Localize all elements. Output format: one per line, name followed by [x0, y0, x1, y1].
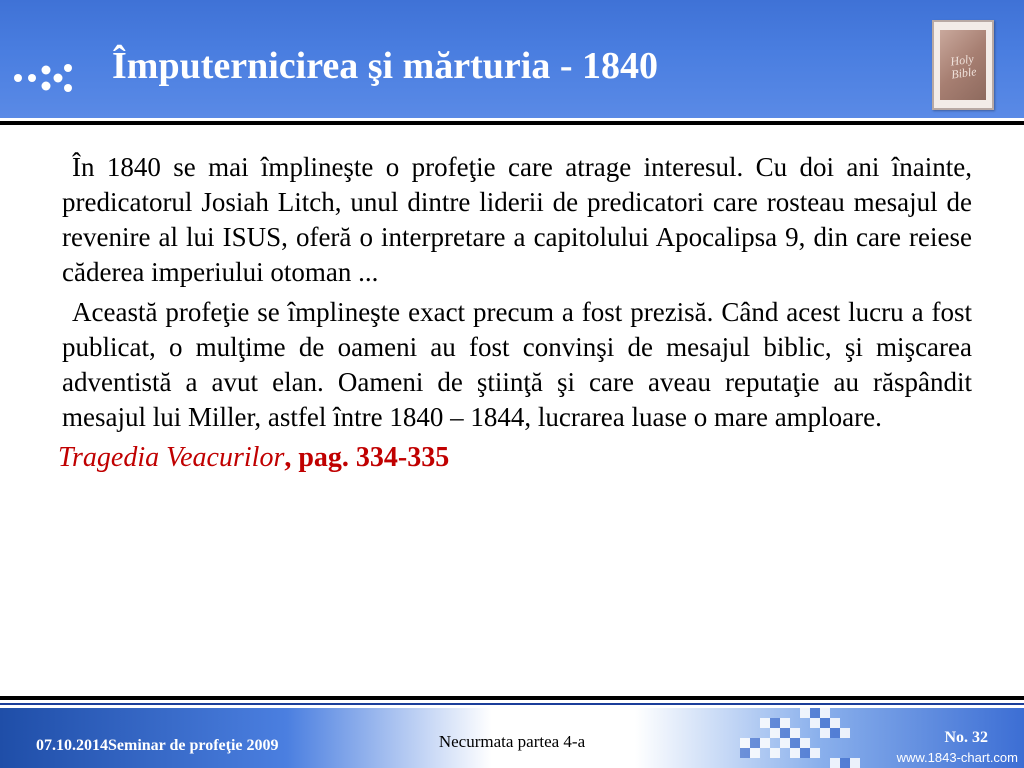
footer-website: www.1843-chart.com: [896, 750, 1018, 765]
footer-date-seminar: 07.10.2014Seminar de profeţie 2009: [36, 737, 279, 754]
paragraph-text: În 1840 se mai împlineşte o profeţie care atrage interesul. Cu doi ani înainte, predicatorul Josiah Litch, unul dintre liderii de predicatori care rosteau mesajul de revenire al lui ISUS, oferă o interpretare a capitolului Apocalipsa 9, din care reiese căderea imperiului otoman ...: [62, 152, 972, 287]
holy-bible-image: [932, 20, 994, 110]
footer-divider-accent: [0, 703, 1024, 705]
slide-body: [58, 150, 972, 475]
body-paragraph: [62, 150, 972, 290]
header-divider: [0, 121, 1024, 125]
footer-title: Necurmata partea 4-a: [438, 732, 586, 751]
dots-bullet-icon: [10, 56, 80, 106]
slide-header: [0, 0, 1024, 118]
slide-title: Împuternicirea şi mărturia - 1840: [112, 45, 658, 87]
reference-title: Tragedia Veacurilor: [58, 442, 285, 473]
reference-pages: , pag. 334-335: [284, 442, 450, 473]
paragraph-text: Această profeţie se împlineşte exact precum a fost prezisă. Când acest lucru a fost publicat, o mulţime de oameni au fost convinşi de mesajul biblic, şi mişcarea adventistă a avut elan. Oameni de ştiinţă şi care aveau reputaţie au răspândit mesajul lui Miller, astfel între 1840 – 1844, lucrarea luase o mare amploare.: [62, 297, 972, 432]
bible-label: Holy Bible: [949, 51, 978, 82]
book-reference: [58, 440, 972, 475]
footer-divider: [0, 696, 1024, 700]
body-paragraph: [62, 295, 972, 435]
bible-cover-icon: [940, 30, 986, 100]
slide-number: No. 32: [944, 729, 988, 746]
